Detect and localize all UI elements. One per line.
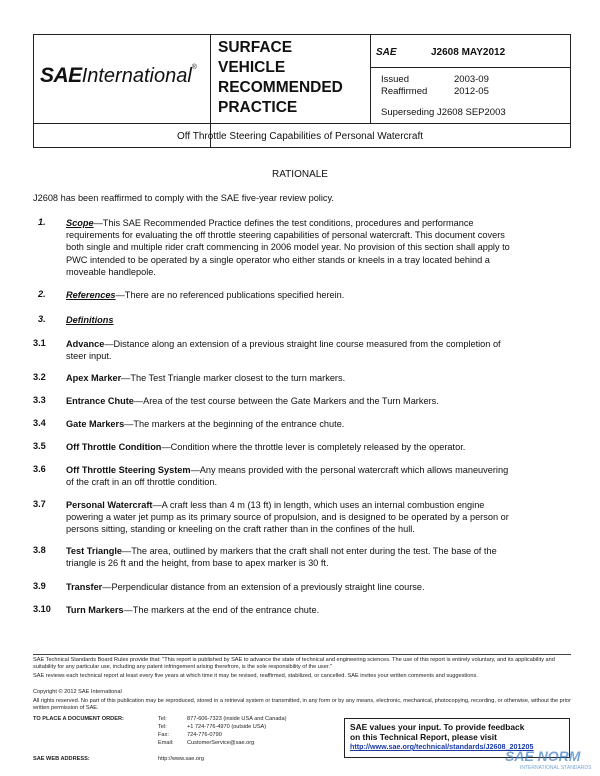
section-line: —A craft less than 4 m (13 ft) in length, which uses an internal combustion engine	[152, 500, 485, 510]
section-number: 2.	[38, 289, 46, 299]
section-line: —Condition where the throttle lever is completely released by the operator.	[161, 442, 466, 452]
section-line: both single and multiple rider craft commencing in 2006 model year. No provision of this section shall apply to	[66, 242, 510, 253]
document-title: Off Throttle Steering Capabilities of Personal Watercraft	[176, 131, 424, 142]
definition-transfer	[66, 581, 425, 593]
section-term: Transfer	[66, 582, 103, 592]
doc-type-line: PRACTICE	[218, 99, 298, 116]
watermark-subtext: INTERNATIONAL STANDARDS	[520, 765, 592, 771]
section-scope	[66, 217, 572, 278]
section-number: 3.3	[33, 395, 46, 405]
definition-advance	[66, 338, 572, 362]
section-number: 1.	[38, 217, 46, 227]
definition-gate-markers	[66, 418, 344, 430]
issued-label: Issued	[381, 74, 409, 85]
section-line: of the craft in an off throttle condition.	[66, 477, 218, 488]
definition-off-throttle-steering	[66, 464, 572, 488]
definition-test-triangle	[66, 545, 572, 569]
section-number: 3.7	[33, 499, 46, 509]
section-term: References	[66, 290, 116, 300]
header-divider	[370, 67, 571, 68]
header-divider	[34, 123, 571, 124]
section-line: —The area, outlined by markers that the craft shall not enter during the test. The base of the	[122, 546, 497, 556]
section-number: 3.2	[33, 372, 46, 382]
section-references	[66, 289, 344, 301]
section-definitions	[66, 314, 113, 326]
web-label: SAE WEB ADDRESS:	[33, 756, 90, 762]
rationale-heading: RATIONALE	[272, 169, 328, 180]
issued-value: 2003-09	[454, 74, 489, 85]
section-line: powering a water jet pump as its primary source of propulsion, and is designed to be operated by a person or	[66, 512, 509, 523]
definition-off-throttle-condition	[66, 441, 465, 453]
definition-entrance-chute	[66, 395, 439, 407]
section-term: Entrance Chute	[66, 396, 134, 406]
section-term: Personal Watercraft	[66, 500, 153, 510]
superseding-text: Superseding J2608 SEP2003	[381, 107, 506, 118]
tel-label: Tel:	[158, 716, 167, 722]
section-number: 3.1	[33, 338, 46, 348]
definition-personal-watercraft	[66, 499, 572, 536]
section-term: Apex Marker	[66, 373, 122, 383]
definition-apex-marker	[66, 372, 345, 384]
tel-value: 877-606-7323 (inside USA and Canada)	[187, 716, 287, 722]
document-type	[218, 38, 343, 118]
doc-type-line: RECOMMENDED	[218, 79, 343, 96]
section-line: —Perpendicular distance from an extension of a previously straight line course.	[102, 582, 425, 592]
logo-sae-text: SAE	[40, 64, 82, 87]
watermark-logo: SAE NORM	[505, 748, 581, 764]
section-number: 3.8	[33, 545, 46, 555]
section-number: 3.6	[33, 464, 46, 474]
section-line: —Any means provided with the personal watercraft which allows maneuvering	[190, 465, 509, 475]
section-term: Test Triangle	[66, 546, 122, 556]
email-label: Email:	[158, 740, 174, 746]
section-line: —Area of the test course between the Gate Markers and the Turn Markers.	[133, 396, 439, 406]
section-line: —The Test Triangle marker closest to the turn markers.	[121, 373, 346, 383]
section-term: Definitions	[66, 315, 114, 325]
section-line: —There are no referenced publications specified herein.	[115, 290, 345, 300]
section-number: 3.9	[33, 581, 46, 591]
section-line: moveable handlepole.	[66, 266, 156, 277]
section-line: triangle is 26 ft and the height, from base to apex marker is 30 ft.	[66, 558, 329, 569]
document-number: J2608 MAY2012	[431, 47, 506, 58]
footer-review-text: SAE reviews each technical report at least every five years at which time it may be revised, reaffirmed, stabilized, or cancelled. SAE invites your written comments and suggestions.	[33, 673, 478, 679]
section-term: Off Throttle Steering System	[66, 465, 191, 475]
feedback-link[interactable]: http://www.sae.org/technical/standards/J2608_201205	[350, 742, 534, 751]
section-term: Off Throttle Condition	[66, 442, 162, 452]
definition-turn-markers	[66, 604, 319, 616]
header-divider	[370, 35, 371, 123]
doc-type-line: VEHICLE	[218, 59, 286, 76]
section-line: —The markers at the end of the entrance chute.	[123, 605, 320, 615]
web-link[interactable]: http://www.sae.org	[158, 756, 205, 762]
footer-rules-text: SAE Technical Standards Board Rules provide that: "This report is published by SAE to advance the state of technical and engineering sciences. The use of this report is entirely voluntary, and its applicability and suitability for any particular use, including any patent infringement arising therefrom, is the sole responsibility of the user."	[33, 657, 555, 671]
rationale-text: J2608 has been reaffirmed to comply with the SAE five-year review policy.	[33, 193, 334, 203]
section-line: —This SAE Recommended Practice defines the test conditions, procedures and performance	[93, 218, 474, 228]
section-number: 3.	[38, 314, 46, 324]
fax-label: Fax:	[158, 732, 169, 738]
section-number: 3.10	[33, 604, 51, 614]
sae-logo	[40, 64, 197, 88]
section-line: PWC intended to be operated by a single operator who either stands or kneels in a tray located behind a	[66, 254, 490, 265]
footer-divider	[33, 654, 571, 655]
section-term: Advance	[66, 339, 105, 349]
fax-value: 724-776-0790	[187, 732, 222, 738]
logo-trademark: ®	[191, 64, 197, 71]
logo-international-text: International	[81, 65, 192, 87]
tel2-label: Tel:	[158, 724, 167, 730]
feedback-line: on this Technical Report, please visit	[350, 732, 497, 742]
section-line: steer input.	[66, 351, 112, 362]
section-line: persons sitting, standing or kneeling on the craft rather than in the confines of the hull.	[66, 524, 415, 535]
footer-rights-text: All rights reserved. No part of this publication may be reproduced, stored in a retrieval system or transmitted, in any form or by any means, electronic, mechanical, photocopying, recording, or otherwise, without the prior written permission of SAE.	[33, 698, 571, 712]
reaffirmed-label: Reaffirmed	[381, 86, 428, 97]
section-line: requirements for evaluating the off throttle steering capabilities of personal watercraft. This document covers	[66, 230, 505, 241]
section-term: Turn Markers	[66, 605, 124, 615]
doc-type-line: SURFACE	[218, 39, 293, 56]
section-term: Scope	[66, 218, 94, 228]
section-line: —The markers at the beginning of the entrance chute.	[124, 419, 345, 429]
sae-mini-logo: SAE	[376, 47, 397, 58]
email-value[interactable]: CustomerService@sae.org	[187, 740, 255, 746]
reaffirmed-value: 2012-05	[454, 86, 489, 97]
section-number: 3.5	[33, 441, 46, 451]
section-term: Gate Markers	[66, 419, 125, 429]
footer-copyright: Copyright © 2012 SAE International	[33, 689, 122, 695]
order-label: TO PLACE A DOCUMENT ORDER:	[33, 716, 124, 722]
section-line: —Distance along an extension of a previous straight line course measured from the completion of	[104, 339, 501, 349]
section-number: 3.4	[33, 418, 46, 428]
feedback-line: SAE values your input. To provide feedback	[350, 722, 525, 732]
tel2-value: +1 724-776-4970 (outside USA)	[187, 724, 267, 730]
